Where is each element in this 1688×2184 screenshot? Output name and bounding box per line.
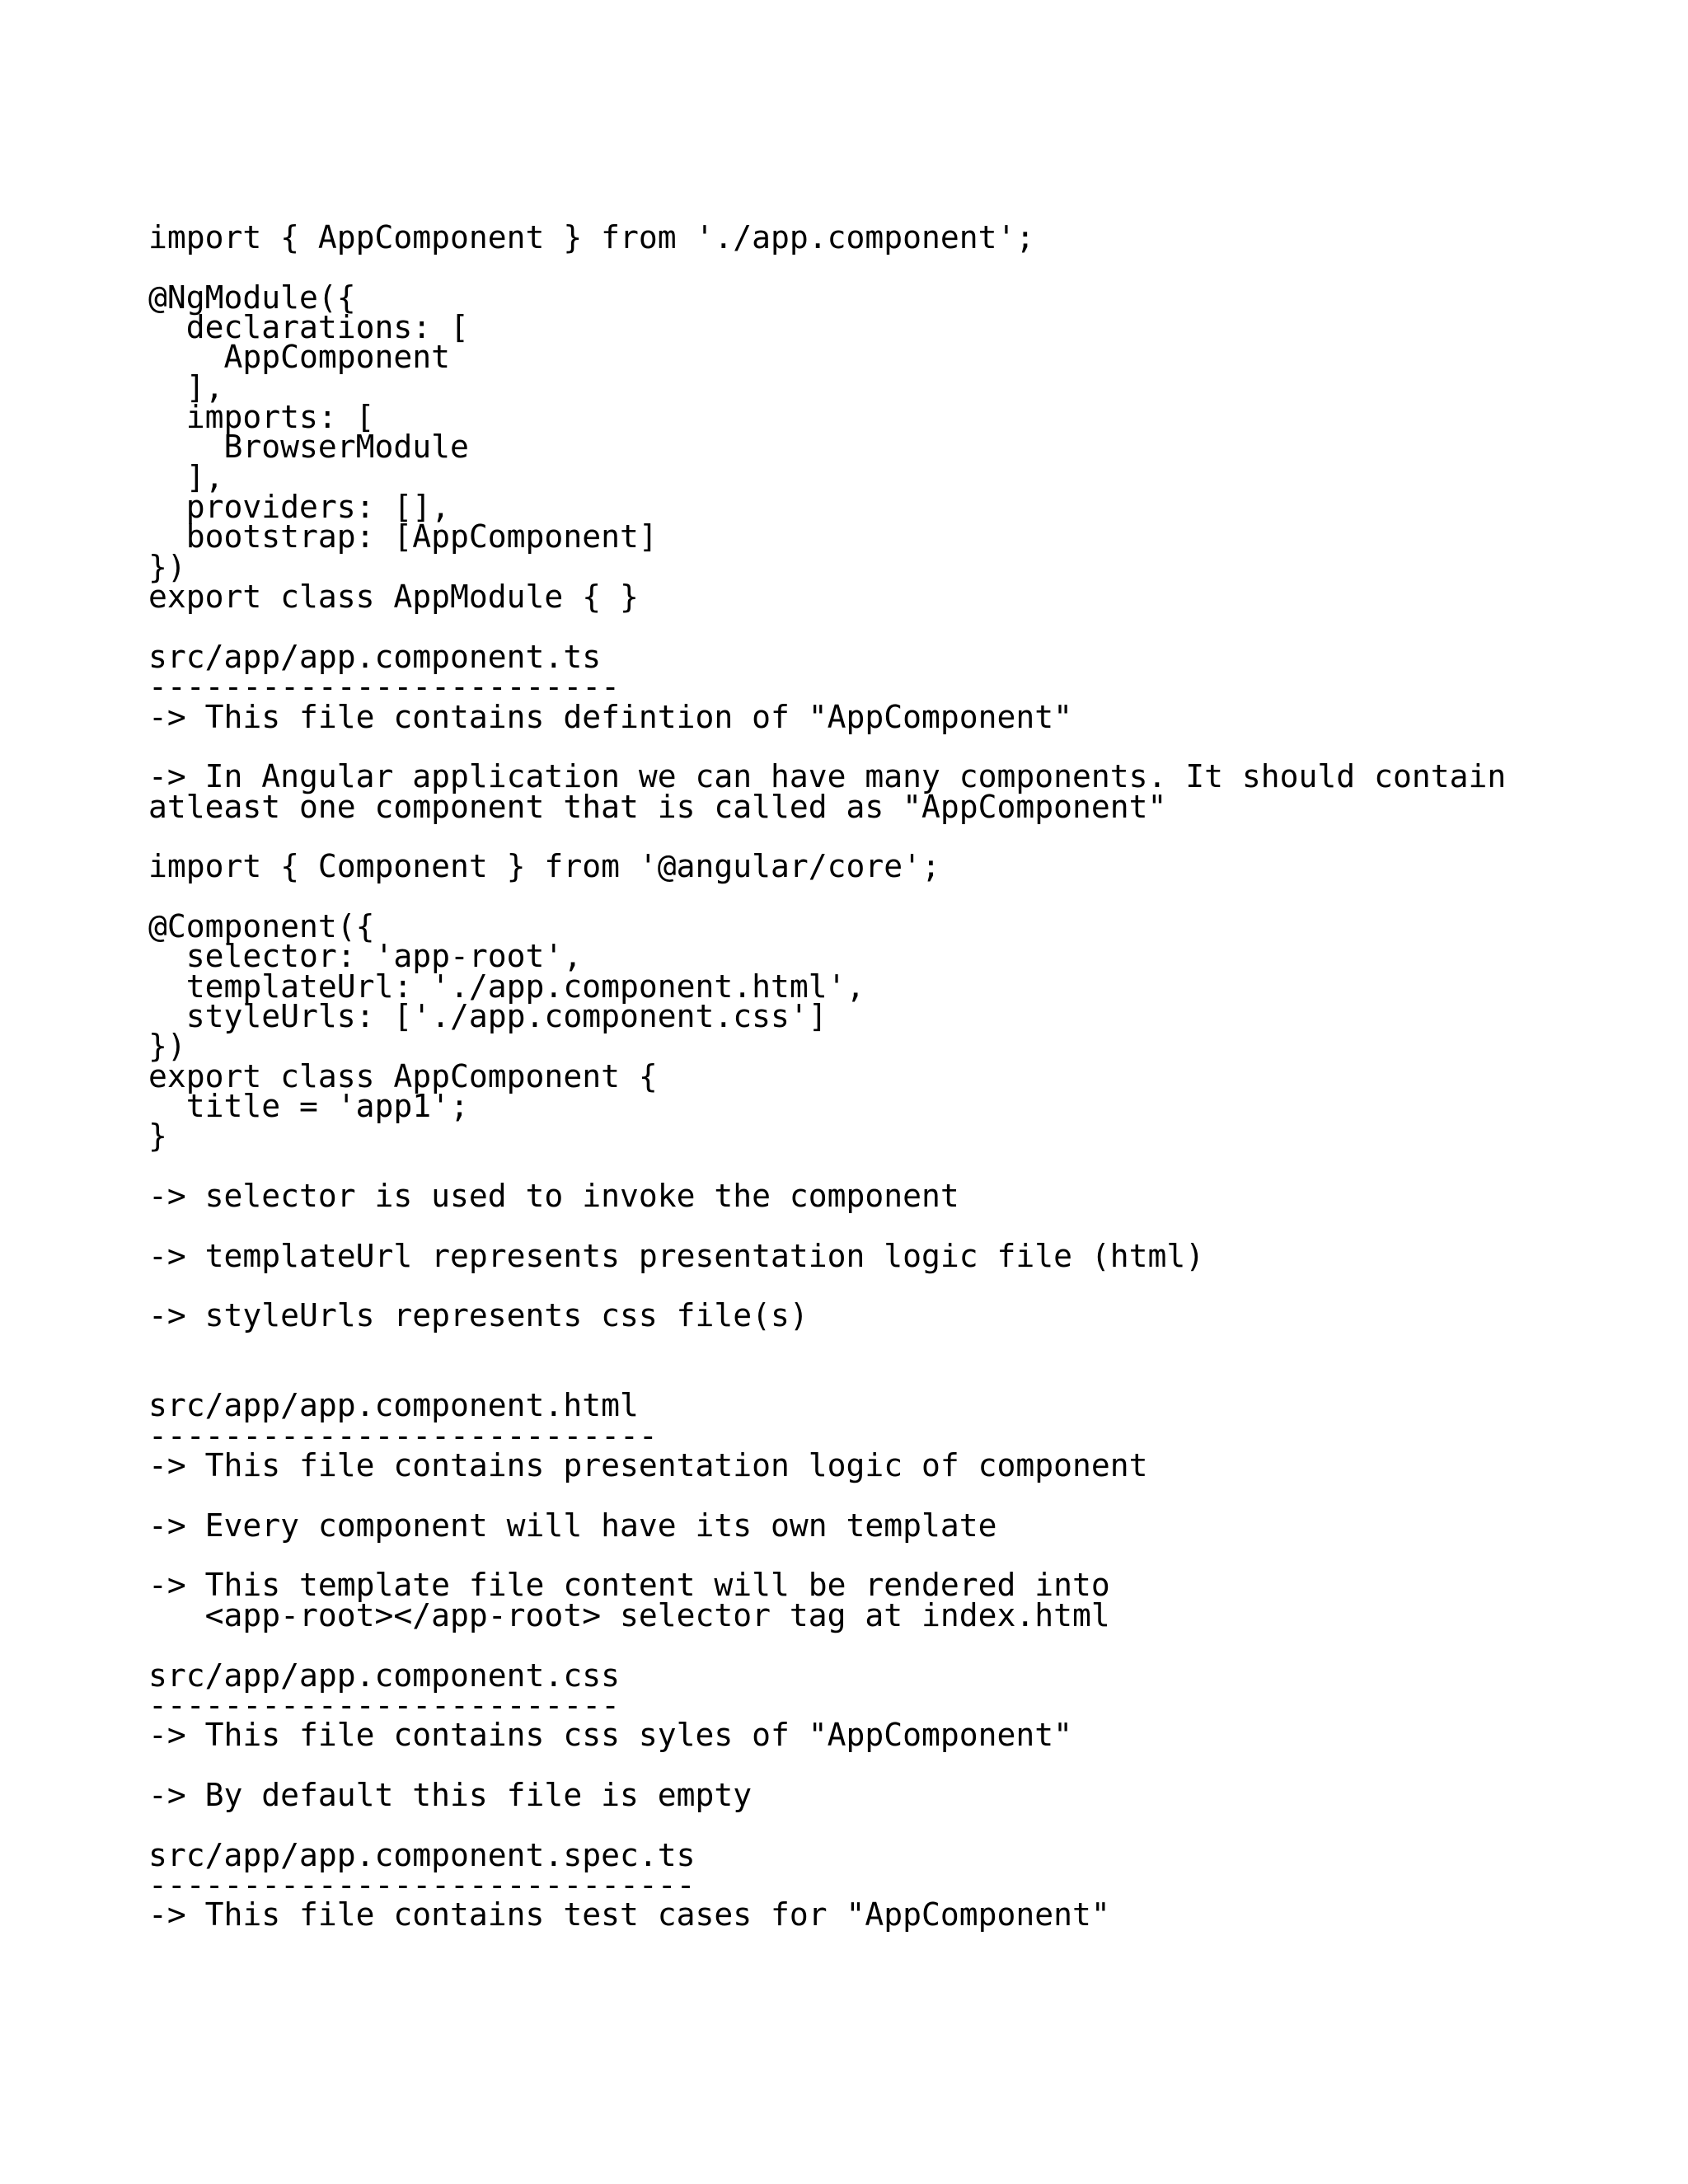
text-line: -> selector is used to invoke the component <box>148 1178 959 1214</box>
text-line: ], <box>148 458 224 495</box>
text-line: export class AppComponent { <box>148 1057 658 1094</box>
text-line: src/app/app.component.ts <box>148 638 602 675</box>
blank-line <box>148 1810 1506 1840</box>
text-line: @NgModule({ <box>148 279 356 316</box>
text-line: } <box>148 1118 167 1155</box>
text-line: -> By default this file is empty <box>148 1776 753 1813</box>
text-line: -> Every component will have its own template <box>148 1507 997 1544</box>
text-line: import { Component } from '@angular/core'; <box>148 848 940 885</box>
text-line: declarations: [ <box>148 309 469 346</box>
text-line: }) <box>148 1028 186 1065</box>
text-line: export class AppModule { } <box>148 579 639 616</box>
text-line: AppComponent <box>148 339 451 376</box>
text-line: <app-root></app-root> selector tag at index.html <box>148 1596 1110 1633</box>
text-line: templateUrl: './app.component.html', <box>148 968 865 1005</box>
blank-line <box>148 1630 1506 1660</box>
blank-line <box>148 252 1506 282</box>
text-line: src/app/app.component.spec.ts <box>148 1836 696 1873</box>
blank-line <box>148 1750 1506 1780</box>
text-line: selector: 'app-root', <box>148 938 583 975</box>
text-line: ], <box>148 368 224 405</box>
blank-line <box>148 882 1506 912</box>
text-line: ----------------------------- <box>148 1866 696 1903</box>
blank-line <box>148 1151 1506 1181</box>
blank-line <box>148 612 1506 641</box>
blank-line <box>148 1211 1506 1240</box>
text-line: -> This template file content will be rendered into <box>148 1567 1110 1604</box>
blank-line <box>148 732 1506 762</box>
blank-line <box>148 822 1506 851</box>
text-line: bootstrap: [AppComponent] <box>148 518 658 555</box>
text-line: -> styleUrls represents css file(s) <box>148 1297 809 1334</box>
blank-line <box>148 1361 1506 1390</box>
blank-line <box>148 1331 1506 1361</box>
text-line: -> This file contains presentation logic of component <box>148 1447 1148 1484</box>
document-text <box>148 219 1507 1933</box>
blank-line <box>148 1540 1506 1570</box>
text-line: -> This file contains css syles of "AppComponent" <box>148 1717 1073 1754</box>
text-line: ------------------------- <box>148 1686 620 1723</box>
text-line: @Component({ <box>148 907 375 944</box>
text-line: -> This file contains defintion of "AppComponent" <box>148 698 1073 735</box>
blank-line <box>148 1271 1506 1301</box>
text-line: -> templateUrl represents presentation logic file (html) <box>148 1237 1205 1274</box>
text-line: -> This file contains test cases for "AppComponent" <box>148 1896 1110 1933</box>
text-line: atleast one component that is called as "AppComponent" <box>148 788 1167 825</box>
text-line: }) <box>148 548 186 585</box>
blank-line <box>148 1480 1506 1510</box>
text-line: title = 'app1'; <box>148 1087 469 1124</box>
text-line: providers: [], <box>148 489 451 526</box>
text-line: src/app/app.component.html <box>148 1387 639 1424</box>
text-line: BrowserModule <box>148 429 469 466</box>
text-line: -> In Angular application we can have many components. It should contain <box>148 758 1507 795</box>
text-line: import { AppComponent } from './app.component'; <box>148 219 1035 255</box>
text-line: ------------------------- <box>148 668 620 705</box>
text-line: --------------------------- <box>148 1417 658 1454</box>
text-line: src/app/app.component.css <box>148 1657 620 1694</box>
text-line: styleUrls: ['./app.component.css'] <box>148 997 828 1034</box>
text-line: imports: [ <box>148 399 375 436</box>
